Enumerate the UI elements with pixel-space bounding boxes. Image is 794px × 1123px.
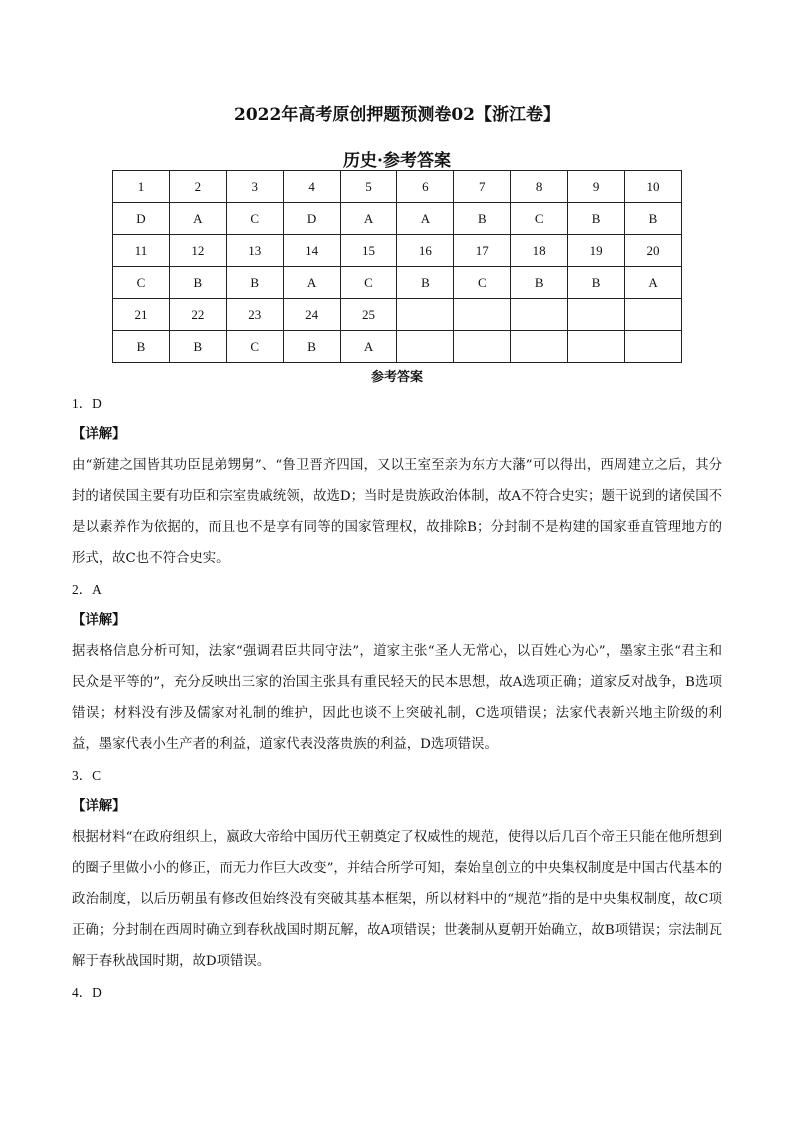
table-cell: D (283, 203, 340, 235)
table-cell: 8 (511, 171, 568, 203)
table-cell: B (568, 267, 625, 299)
question-1-answer: 1．D (72, 396, 102, 411)
table-cell (454, 299, 511, 331)
table-cell: 12 (169, 235, 226, 267)
table-cell: 11 (113, 235, 170, 267)
table-cell: 6 (397, 171, 454, 203)
table-cell: 4 (283, 171, 340, 203)
table-cell: C (226, 331, 283, 363)
document-title: 2022年高考原创押题预测卷02【浙江卷】 (234, 105, 560, 125)
table-cell: B (454, 203, 511, 235)
table-cell: 25 (340, 299, 397, 331)
table-cell: 17 (454, 235, 511, 267)
question-2-explanation: 据表格信息分析可知，法家“强调君臣共同守法”，道家主张“圣人无常心，以百姓心为心”，墨家主张“君主和民众是平等的”，充分反映出三家的治国主张具有重民轻天的民本思想，故A选项正确；道家反对战争，B选项错误；材料没有涉及儒家对礼制的维护，因此也谈不上突破礼制，C选项错误；法家代表新兴地主阶级的利益，墨家代表小生产者的利益，道家代表没落贵族的利益，D选项错误。 (72, 644, 722, 752)
question-3-explanation: 根据材料“在政府组织上，嬴政大帝给中国历代王朝奠定了权威性的规范，使得以后几百个帝王只能在他所想到的圈子里做小小的修正，而无力作巨大改变”，并结合所学可知，秦始皇创立的中央集权制度是中国古代基本的政治制度，以后历朝虽有修改但始终没有突破其基本框架，所以材料中的“规范”指的是中央集权制度，故C项正确；分封制在西周时确立到春秋战国时期瓦解，故A项错误；世袭制从夏朝开始确立，故B项错误；宗法制瓦解于春秋战国时期，故D项错误。 (72, 830, 722, 969)
table-cell: 10 (625, 171, 682, 203)
table-cell (568, 299, 625, 331)
table-cell: B (283, 331, 340, 363)
table-cell: D (113, 203, 170, 235)
table-cell: A (340, 203, 397, 235)
table-row (113, 171, 682, 203)
table-cell: B (397, 267, 454, 299)
question-3-detail-label: 【详解】 (72, 798, 126, 814)
table-cell: 21 (113, 299, 170, 331)
table-cell (625, 299, 682, 331)
table-cell: 5 (340, 171, 397, 203)
table-cell: C (511, 203, 568, 235)
table-cell: 1 (113, 171, 170, 203)
table-cell (397, 331, 454, 363)
table-cell: C (340, 267, 397, 299)
table-cell: 22 (169, 299, 226, 331)
table-cell: B (226, 267, 283, 299)
table-cell: B (113, 331, 170, 363)
table-cell (568, 331, 625, 363)
table-cell: B (568, 203, 625, 235)
question-2-detail-label: 【详解】 (72, 612, 126, 628)
table-cell: 23 (226, 299, 283, 331)
table-cell (397, 299, 454, 331)
table-cell: A (397, 203, 454, 235)
table-row (113, 299, 682, 331)
table-cell (511, 299, 568, 331)
table-row (113, 203, 682, 235)
table-cell: 16 (397, 235, 454, 267)
table-cell: 2 (169, 171, 226, 203)
table-cell (511, 331, 568, 363)
table-cell: C (113, 267, 170, 299)
table-cell: 7 (454, 171, 511, 203)
table-cell (454, 331, 511, 363)
question-2-answer: 2．A (72, 582, 102, 597)
table-cell: 14 (283, 235, 340, 267)
question-4-answer: 4．D (72, 985, 102, 1000)
table-cell: B (169, 331, 226, 363)
explanations (72, 388, 722, 1008)
table-cell: A (625, 267, 682, 299)
question-1-detail-label: 【详解】 (72, 426, 126, 442)
table-row (113, 267, 682, 299)
table-row (113, 331, 682, 363)
table-cell: 13 (226, 235, 283, 267)
table-cell: 24 (283, 299, 340, 331)
table-cell: C (454, 267, 511, 299)
table-row (113, 235, 682, 267)
table-cell: A (169, 203, 226, 235)
table-cell: 18 (511, 235, 568, 267)
table-cell: A (283, 267, 340, 299)
table-cell: B (169, 267, 226, 299)
table-cell: 3 (226, 171, 283, 203)
table-cell: B (625, 203, 682, 235)
table-cell: 19 (568, 235, 625, 267)
question-1-explanation: 由“新建之国皆其功臣昆弟甥舅”、“鲁卫晋齐四国，又以王室至亲为东方大藩”可以得出，西周建立之后，其分封的诸侯国主要有功臣和宗室贵戚统领，故选D；当时是贵族政治体制，故A不符合史实；题干说到的诸侯国不是以素养作为依据的，而且也不是享有同等的国家管理权，故排除B；分封制不是构建的国家垂直管理地方的形式，故C也不符合史实。 (72, 458, 722, 566)
document-subtitle: 历史·参考答案 (343, 151, 451, 171)
question-3-answer: 3．C (72, 768, 102, 783)
table-cell: 20 (625, 235, 682, 267)
table-cell: 9 (568, 171, 625, 203)
table-cell (625, 331, 682, 363)
table-cell: 15 (340, 235, 397, 267)
table-cell: C (226, 203, 283, 235)
answer-caption: 参考答案 (370, 370, 423, 385)
table-cell: B (511, 267, 568, 299)
table-cell: A (340, 331, 397, 363)
answer-table (112, 170, 682, 363)
